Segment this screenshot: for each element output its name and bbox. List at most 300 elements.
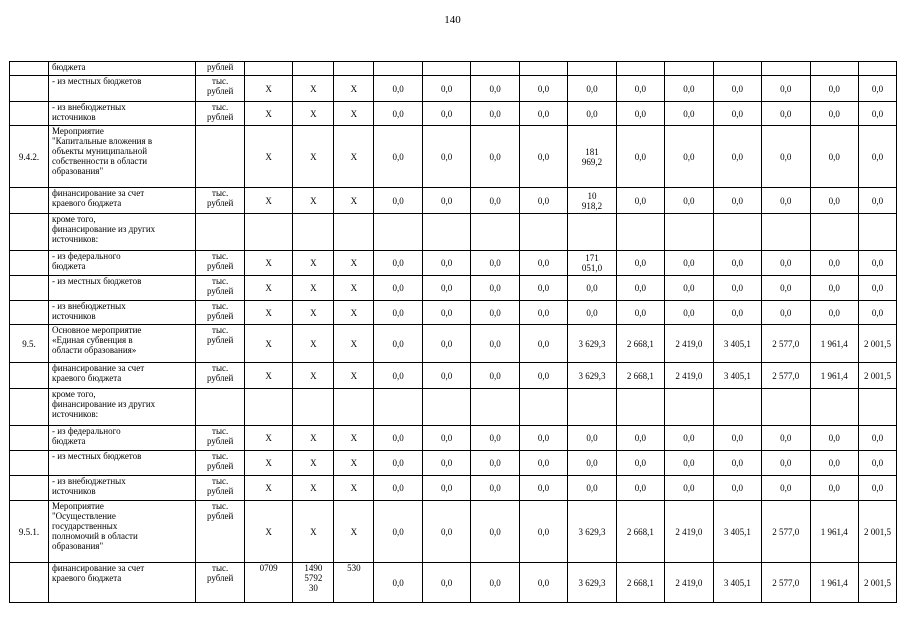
value-cell: 0,0 bbox=[858, 188, 896, 214]
value-cell: 0,0 bbox=[422, 301, 470, 325]
row-code-cell bbox=[10, 563, 49, 603]
row-name-cell: Основное мероприятие «Единая субвенция в области образования» bbox=[48, 325, 195, 363]
value-cell: 0,0 bbox=[422, 501, 470, 563]
value-cell: 0,0 bbox=[519, 363, 567, 389]
row-code-cell bbox=[10, 276, 49, 301]
row-unit-cell: тыс. рублей bbox=[196, 325, 244, 363]
value-cell: 0,0 bbox=[519, 188, 567, 214]
value-cell bbox=[762, 62, 810, 76]
row-code-cell bbox=[10, 301, 49, 325]
value-cell: X bbox=[293, 325, 334, 363]
value-cell: 0,0 bbox=[519, 325, 567, 363]
value-cell: 0,0 bbox=[519, 563, 567, 603]
value-cell: 0,0 bbox=[471, 102, 519, 126]
value-cell: 0,0 bbox=[713, 188, 761, 214]
value-cell: 3 629,3 bbox=[568, 501, 616, 563]
row-name-cell: - из федерального бюджета bbox=[48, 251, 195, 276]
value-cell: X bbox=[334, 126, 374, 188]
value-cell: 3 405,1 bbox=[713, 325, 761, 363]
value-cell: X bbox=[334, 363, 374, 389]
row-name-cell: Мероприятие "Осуществление государственных полномочий в области образования" bbox=[48, 501, 195, 563]
table-row bbox=[10, 126, 897, 188]
value-cell: 0,0 bbox=[858, 451, 896, 476]
value-cell: X bbox=[334, 476, 374, 501]
row-unit-cell: тыс. рублей bbox=[196, 188, 244, 214]
value-cell: 0,0 bbox=[616, 102, 664, 126]
value-cell: 0709 bbox=[244, 563, 292, 603]
value-cell: 0,0 bbox=[374, 276, 422, 301]
value-cell bbox=[334, 62, 374, 76]
value-cell: 2 001,5 bbox=[858, 363, 896, 389]
value-cell bbox=[762, 214, 810, 251]
value-cell bbox=[471, 389, 519, 426]
value-cell: 0,0 bbox=[568, 301, 616, 325]
value-cell: 0,0 bbox=[374, 102, 422, 126]
row-name-cell: бюджета bbox=[48, 62, 195, 76]
value-cell: 0,0 bbox=[810, 301, 858, 325]
value-cell: 0,0 bbox=[713, 126, 761, 188]
value-cell: 181 969,2 bbox=[568, 126, 616, 188]
value-cell: 0,0 bbox=[519, 126, 567, 188]
row-name-cell: - из внебюджетных источников bbox=[48, 301, 195, 325]
value-cell: 0,0 bbox=[568, 102, 616, 126]
table-row bbox=[10, 214, 897, 251]
table-body bbox=[10, 62, 897, 603]
value-cell: X bbox=[244, 501, 292, 563]
value-cell: 0,0 bbox=[810, 476, 858, 501]
value-cell: 0,0 bbox=[665, 451, 713, 476]
row-code-cell bbox=[10, 214, 49, 251]
value-cell: X bbox=[334, 276, 374, 301]
value-cell: X bbox=[244, 188, 292, 214]
value-cell: 0,0 bbox=[519, 426, 567, 451]
value-cell bbox=[713, 214, 761, 251]
value-cell: X bbox=[293, 102, 334, 126]
table-row bbox=[10, 363, 897, 389]
value-cell bbox=[568, 62, 616, 76]
value-cell bbox=[519, 214, 567, 251]
row-unit-cell: тыс. рублей bbox=[196, 426, 244, 451]
value-cell: X bbox=[244, 426, 292, 451]
value-cell: 0,0 bbox=[568, 76, 616, 102]
value-cell: 10 918,2 bbox=[568, 188, 616, 214]
value-cell: 0,0 bbox=[374, 301, 422, 325]
value-cell: X bbox=[244, 451, 292, 476]
row-unit-cell: тыс. рублей bbox=[196, 102, 244, 126]
value-cell: 0,0 bbox=[810, 276, 858, 301]
value-cell: 0,0 bbox=[519, 76, 567, 102]
value-cell bbox=[422, 389, 470, 426]
table-row bbox=[10, 301, 897, 325]
value-cell: 3 405,1 bbox=[713, 363, 761, 389]
value-cell: 0,0 bbox=[568, 276, 616, 301]
value-cell: 0,0 bbox=[374, 426, 422, 451]
value-cell: 0,0 bbox=[471, 301, 519, 325]
row-code-cell: 9.4.2. bbox=[10, 126, 49, 188]
row-name-cell: финансирование за счет краевого бюджета bbox=[48, 188, 195, 214]
row-code-cell bbox=[10, 363, 49, 389]
value-cell: 0,0 bbox=[471, 451, 519, 476]
value-cell bbox=[293, 389, 334, 426]
value-cell: X bbox=[244, 363, 292, 389]
row-unit-cell: тыс. рублей bbox=[196, 301, 244, 325]
value-cell: 0,0 bbox=[713, 426, 761, 451]
value-cell: 530 bbox=[334, 563, 374, 603]
row-unit-cell: тыс. рублей bbox=[196, 251, 244, 276]
value-cell: 0,0 bbox=[713, 276, 761, 301]
value-cell: 0,0 bbox=[471, 251, 519, 276]
value-cell: 0,0 bbox=[665, 76, 713, 102]
value-cell: 0,0 bbox=[616, 276, 664, 301]
value-cell: 0,0 bbox=[616, 451, 664, 476]
value-cell bbox=[244, 389, 292, 426]
value-cell: 0,0 bbox=[858, 102, 896, 126]
row-name-cell: - из местных бюджетов bbox=[48, 276, 195, 301]
value-cell: X bbox=[244, 276, 292, 301]
value-cell: X bbox=[334, 426, 374, 451]
value-cell bbox=[665, 214, 713, 251]
value-cell: X bbox=[334, 102, 374, 126]
value-cell: 0,0 bbox=[665, 301, 713, 325]
value-cell: 0,0 bbox=[374, 325, 422, 363]
row-code-cell bbox=[10, 451, 49, 476]
value-cell: X bbox=[293, 251, 334, 276]
value-cell bbox=[374, 62, 422, 76]
value-cell: X bbox=[334, 501, 374, 563]
value-cell: 0,0 bbox=[422, 251, 470, 276]
value-cell: 3 405,1 bbox=[713, 501, 761, 563]
value-cell: 0,0 bbox=[471, 363, 519, 389]
value-cell: 0,0 bbox=[374, 501, 422, 563]
value-cell: X bbox=[293, 476, 334, 501]
value-cell bbox=[519, 389, 567, 426]
value-cell: 0,0 bbox=[713, 451, 761, 476]
row-unit-cell: тыс. рублей bbox=[196, 563, 244, 603]
value-cell: 0,0 bbox=[665, 126, 713, 188]
value-cell: 0,0 bbox=[665, 426, 713, 451]
value-cell: 0,0 bbox=[519, 476, 567, 501]
row-code-cell bbox=[10, 476, 49, 501]
value-cell: X bbox=[293, 188, 334, 214]
value-cell bbox=[665, 389, 713, 426]
value-cell: X bbox=[293, 451, 334, 476]
value-cell: 2 419,0 bbox=[665, 363, 713, 389]
value-cell: 0,0 bbox=[762, 126, 810, 188]
value-cell: 1490 5792 30 bbox=[293, 563, 334, 603]
value-cell: 0,0 bbox=[422, 188, 470, 214]
value-cell: X bbox=[293, 363, 334, 389]
value-cell: 0,0 bbox=[810, 426, 858, 451]
value-cell: 0,0 bbox=[422, 451, 470, 476]
row-code-cell bbox=[10, 389, 49, 426]
value-cell: X bbox=[334, 76, 374, 102]
row-code-cell bbox=[10, 251, 49, 276]
value-cell: 2 419,0 bbox=[665, 501, 713, 563]
value-cell: 0,0 bbox=[762, 476, 810, 501]
value-cell: 0,0 bbox=[858, 426, 896, 451]
value-cell: 1 961,4 bbox=[810, 363, 858, 389]
value-cell: 0,0 bbox=[616, 188, 664, 214]
value-cell: 0,0 bbox=[471, 188, 519, 214]
value-cell: 3 629,3 bbox=[568, 363, 616, 389]
value-cell: X bbox=[293, 126, 334, 188]
value-cell: 0,0 bbox=[422, 276, 470, 301]
table-row bbox=[10, 451, 897, 476]
value-cell: 0,0 bbox=[471, 325, 519, 363]
row-name-cell: - из местных бюджетов bbox=[48, 451, 195, 476]
value-cell: 0,0 bbox=[519, 301, 567, 325]
row-code-cell bbox=[10, 62, 49, 76]
value-cell: X bbox=[244, 76, 292, 102]
value-cell: 0,0 bbox=[858, 126, 896, 188]
row-name-cell: - из федерального бюджета bbox=[48, 426, 195, 451]
value-cell: X bbox=[293, 501, 334, 563]
row-name-cell: кроме того, финансирование из других источников: bbox=[48, 389, 195, 426]
value-cell: X bbox=[293, 301, 334, 325]
value-cell: 0,0 bbox=[810, 251, 858, 276]
table-row bbox=[10, 389, 897, 426]
value-cell: X bbox=[244, 251, 292, 276]
value-cell: X bbox=[293, 276, 334, 301]
row-name-cell: финансирование за счет краевого бюджета bbox=[48, 363, 195, 389]
value-cell: 0,0 bbox=[374, 188, 422, 214]
value-cell: 2 668,1 bbox=[616, 325, 664, 363]
row-unit-cell bbox=[196, 126, 244, 188]
value-cell bbox=[374, 214, 422, 251]
value-cell: 0,0 bbox=[422, 102, 470, 126]
value-cell: 0,0 bbox=[471, 76, 519, 102]
value-cell: 2 577,0 bbox=[762, 501, 810, 563]
row-name-cell: Мероприятие "Капитальные вложения в объекты муниципальной собственности в области образования" bbox=[48, 126, 195, 188]
value-cell: 2 577,0 bbox=[762, 363, 810, 389]
value-cell bbox=[810, 62, 858, 76]
value-cell: X bbox=[244, 102, 292, 126]
value-cell: 0,0 bbox=[374, 76, 422, 102]
value-cell: 0,0 bbox=[568, 476, 616, 501]
value-cell: X bbox=[334, 251, 374, 276]
value-cell: X bbox=[293, 76, 334, 102]
value-cell: 0,0 bbox=[858, 76, 896, 102]
row-code-cell: 9.5. bbox=[10, 325, 49, 363]
value-cell: 0,0 bbox=[762, 426, 810, 451]
value-cell: 0,0 bbox=[422, 476, 470, 501]
value-cell bbox=[471, 62, 519, 76]
value-cell bbox=[334, 214, 374, 251]
row-code-cell bbox=[10, 188, 49, 214]
value-cell bbox=[858, 389, 896, 426]
value-cell: X bbox=[244, 126, 292, 188]
value-cell: 0,0 bbox=[374, 563, 422, 603]
value-cell bbox=[810, 389, 858, 426]
value-cell bbox=[616, 389, 664, 426]
value-cell: 0,0 bbox=[374, 476, 422, 501]
table-row bbox=[10, 325, 897, 363]
table-row bbox=[10, 476, 897, 501]
value-cell: 0,0 bbox=[762, 451, 810, 476]
value-cell: 0,0 bbox=[810, 76, 858, 102]
value-cell: 0,0 bbox=[713, 251, 761, 276]
value-cell: 0,0 bbox=[665, 476, 713, 501]
value-cell: 0,0 bbox=[471, 276, 519, 301]
value-cell: 0,0 bbox=[519, 501, 567, 563]
value-cell: 0,0 bbox=[713, 476, 761, 501]
value-cell: 0,0 bbox=[762, 251, 810, 276]
value-cell bbox=[422, 62, 470, 76]
row-unit-cell: рублей bbox=[196, 62, 244, 76]
value-cell: 0,0 bbox=[665, 251, 713, 276]
value-cell bbox=[858, 62, 896, 76]
value-cell: 0,0 bbox=[762, 76, 810, 102]
value-cell: 0,0 bbox=[665, 188, 713, 214]
row-unit-cell bbox=[196, 214, 244, 251]
value-cell: 0,0 bbox=[616, 251, 664, 276]
value-cell: 0,0 bbox=[422, 325, 470, 363]
value-cell: 0,0 bbox=[616, 76, 664, 102]
value-cell bbox=[422, 214, 470, 251]
value-cell: 0,0 bbox=[471, 126, 519, 188]
value-cell: X bbox=[244, 325, 292, 363]
value-cell bbox=[471, 214, 519, 251]
table-row bbox=[10, 501, 897, 563]
value-cell: 0,0 bbox=[568, 426, 616, 451]
value-cell: 2 577,0 bbox=[762, 563, 810, 603]
value-cell: X bbox=[334, 325, 374, 363]
value-cell: 0,0 bbox=[616, 426, 664, 451]
value-cell bbox=[568, 214, 616, 251]
value-cell: 2 668,1 bbox=[616, 363, 664, 389]
value-cell: 0,0 bbox=[616, 126, 664, 188]
value-cell: 2 419,0 bbox=[665, 325, 713, 363]
row-name-cell: - из внебюджетных источников bbox=[48, 102, 195, 126]
value-cell: 0,0 bbox=[374, 363, 422, 389]
value-cell: 2 001,5 bbox=[858, 325, 896, 363]
value-cell: 0,0 bbox=[616, 301, 664, 325]
value-cell bbox=[810, 214, 858, 251]
table-row bbox=[10, 102, 897, 126]
value-cell: 0,0 bbox=[519, 451, 567, 476]
value-cell bbox=[244, 214, 292, 251]
value-cell: 1 961,4 bbox=[810, 325, 858, 363]
value-cell bbox=[616, 62, 664, 76]
value-cell: 0,0 bbox=[858, 301, 896, 325]
value-cell: 0,0 bbox=[762, 276, 810, 301]
row-code-cell bbox=[10, 102, 49, 126]
value-cell: 3 629,3 bbox=[568, 325, 616, 363]
value-cell: 0,0 bbox=[471, 476, 519, 501]
row-unit-cell: тыс. рублей bbox=[196, 276, 244, 301]
page-number: 140 bbox=[444, 14, 461, 26]
value-cell bbox=[858, 214, 896, 251]
value-cell bbox=[293, 214, 334, 251]
value-cell: 0,0 bbox=[374, 251, 422, 276]
value-cell: 0,0 bbox=[519, 276, 567, 301]
row-name-cell: финансирование за счет краевого бюджета bbox=[48, 563, 195, 603]
value-cell bbox=[244, 62, 292, 76]
value-cell: 0,0 bbox=[519, 102, 567, 126]
value-cell: 0,0 bbox=[762, 102, 810, 126]
value-cell: 0,0 bbox=[665, 102, 713, 126]
value-cell: 0,0 bbox=[519, 251, 567, 276]
value-cell: 2 668,1 bbox=[616, 501, 664, 563]
table-row bbox=[10, 76, 897, 102]
row-code-cell: 9.5.1. bbox=[10, 501, 49, 563]
value-cell: 0,0 bbox=[422, 363, 470, 389]
table-row bbox=[10, 188, 897, 214]
value-cell: 0,0 bbox=[471, 501, 519, 563]
value-cell bbox=[713, 62, 761, 76]
row-code-cell bbox=[10, 426, 49, 451]
value-cell bbox=[665, 62, 713, 76]
value-cell: 0,0 bbox=[858, 251, 896, 276]
value-cell: 0,0 bbox=[713, 102, 761, 126]
value-cell bbox=[762, 389, 810, 426]
row-unit-cell: тыс. рублей bbox=[196, 476, 244, 501]
table-row bbox=[10, 563, 897, 603]
value-cell: 2 001,5 bbox=[858, 501, 896, 563]
row-name-cell: - из внебюджетных источников bbox=[48, 476, 195, 501]
value-cell bbox=[374, 389, 422, 426]
table-row bbox=[10, 276, 897, 301]
value-cell bbox=[616, 214, 664, 251]
table-row bbox=[10, 251, 897, 276]
value-cell: 3 405,1 bbox=[713, 563, 761, 603]
value-cell: X bbox=[334, 451, 374, 476]
row-name-cell: кроме того, финансирование из других источников: bbox=[48, 214, 195, 251]
value-cell: 0,0 bbox=[810, 451, 858, 476]
table-row bbox=[10, 62, 897, 76]
value-cell: 0,0 bbox=[471, 563, 519, 603]
value-cell: 3 629,3 bbox=[568, 563, 616, 603]
value-cell bbox=[519, 62, 567, 76]
row-unit-cell: тыс. рублей bbox=[196, 76, 244, 102]
row-unit-cell: тыс. рублей bbox=[196, 501, 244, 563]
value-cell: 2 419,0 bbox=[665, 563, 713, 603]
value-cell: 0,0 bbox=[422, 76, 470, 102]
value-cell bbox=[713, 389, 761, 426]
value-cell: 2 001,5 bbox=[858, 563, 896, 603]
budget-table bbox=[9, 61, 897, 603]
value-cell bbox=[568, 389, 616, 426]
value-cell bbox=[293, 62, 334, 76]
value-cell: X bbox=[293, 426, 334, 451]
value-cell: 0,0 bbox=[616, 476, 664, 501]
value-cell: 0,0 bbox=[713, 301, 761, 325]
value-cell: X bbox=[244, 301, 292, 325]
value-cell: 0,0 bbox=[568, 451, 616, 476]
row-unit-cell bbox=[196, 389, 244, 426]
value-cell bbox=[334, 389, 374, 426]
row-code-cell bbox=[10, 76, 49, 102]
value-cell: X bbox=[244, 476, 292, 501]
value-cell: 0,0 bbox=[762, 301, 810, 325]
value-cell: 0,0 bbox=[810, 126, 858, 188]
value-cell: 0,0 bbox=[858, 476, 896, 501]
value-cell: X bbox=[334, 301, 374, 325]
value-cell: 0,0 bbox=[422, 126, 470, 188]
value-cell: 0,0 bbox=[422, 563, 470, 603]
value-cell: 0,0 bbox=[810, 188, 858, 214]
value-cell: 0,0 bbox=[422, 426, 470, 451]
value-cell: 171 051,0 bbox=[568, 251, 616, 276]
value-cell: 0,0 bbox=[858, 276, 896, 301]
value-cell: 0,0 bbox=[374, 126, 422, 188]
table-row bbox=[10, 426, 897, 451]
value-cell: 1 961,4 bbox=[810, 563, 858, 603]
value-cell: 0,0 bbox=[374, 451, 422, 476]
value-cell: 2 577,0 bbox=[762, 325, 810, 363]
value-cell: 0,0 bbox=[713, 76, 761, 102]
value-cell: 0,0 bbox=[665, 276, 713, 301]
